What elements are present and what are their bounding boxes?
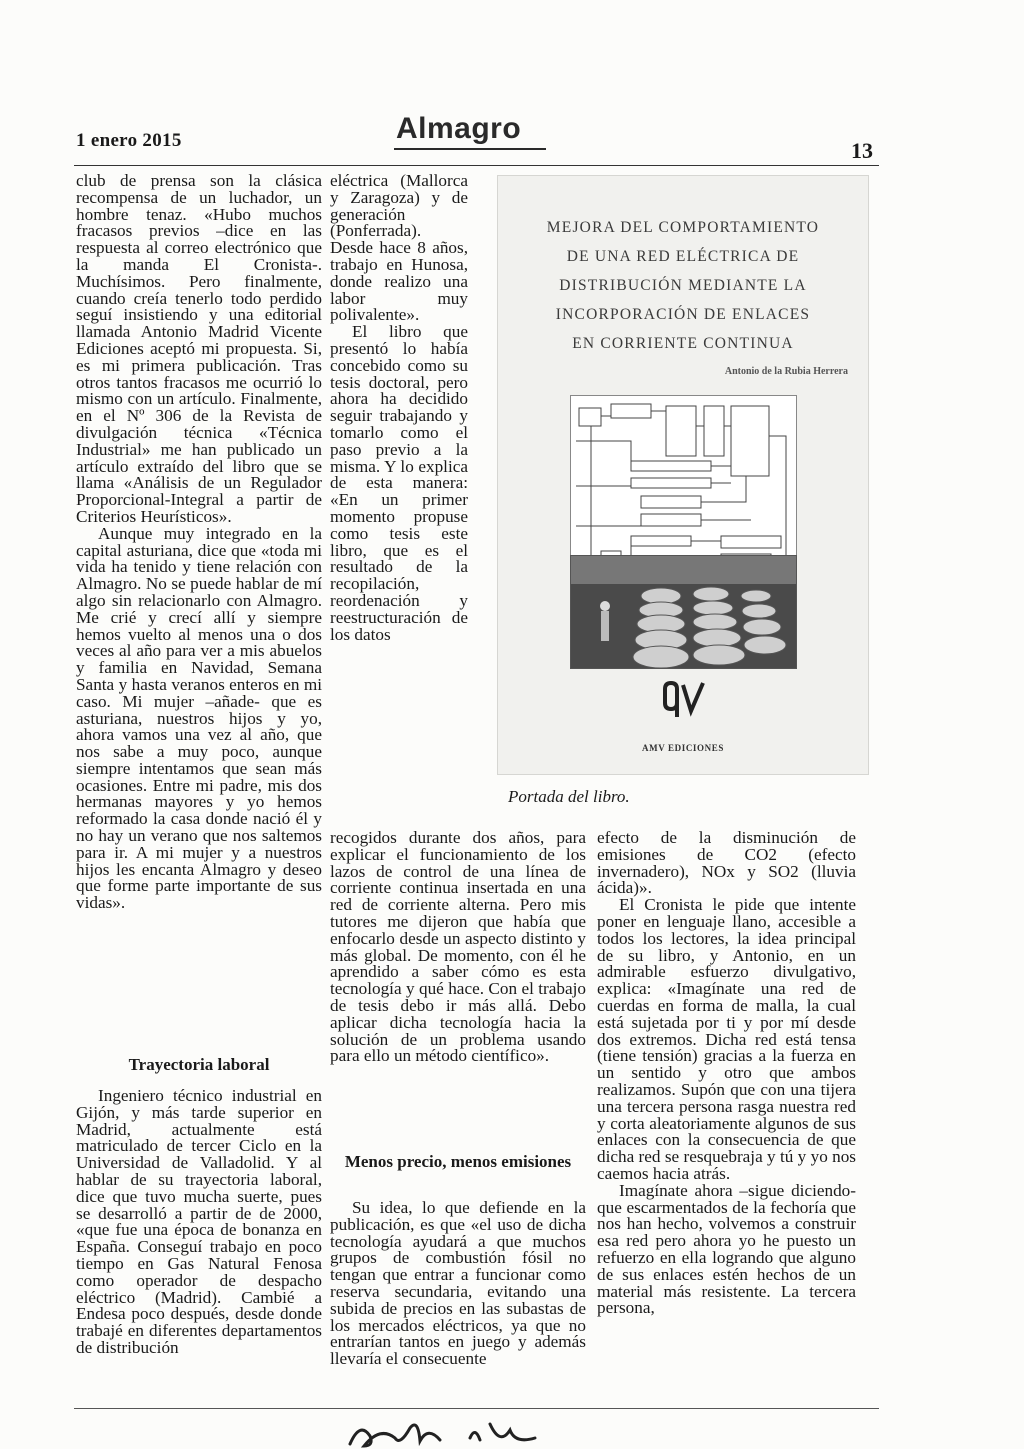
paragraph: Su idea, lo que defiende en la publicación, es que «el uso de dicha tecnología ayudará a que muchos grupos de combustión fósil no tengan que entrar a funcionar como reserva secundaria, evitando una subida de precios en las subastas de los mercados eléctricos, ya que no entrarían tantos en juego y además llevaría el consecuente [330, 1198, 586, 1369]
paragraph: recogidos durante dos años, para explicar el funcionamiento de los lazos de control de una línea de corriente continua insertada en una red de corriente alterna. Pero mis tutores me dijeron que había que enfocarlo desde un aspecto distinto y más global. De momento, con él he aprendido a saber cómo es esta tecnología y qué hace. Con el trabajo de tesis debo ir más allá. Debo aplicar dicha tecnología hacia la solución de un problema usando para ello un método científico». [330, 828, 586, 1066]
book-title-line: EN CORRIENTE CONTINUA [572, 335, 794, 352]
masthead: Almagro [396, 112, 522, 145]
book-title-line: DISTRIBUCIÓN MEDIANTE LA [559, 277, 807, 294]
paragraph: club de prensa son la clásica recompensa de un luchador, un hombre tenaz. «Hubo muchos fracasos previos –dice en las respuesta al correo electrónico que la manda El Cronista-. Muchísimos. Pero finalmente, cuando creía tenerlo todo perdido seguí insistiendo y una editorial llamada Antonio Madrid Vicente Ediciones aceptó mi propuesta. Si, es mi primera publicación. Tras otros tantos fracasos me ocurrió lo mismo con un artículo. Finalmente, en el Nº 306 de la Revista de divulgación técnica «Técnica Industrial» me han publicado un artículo extraído del libro que se llama «Análisis de un Regulador Proporcional-Integral a partir de Criterios Heurísticos». [76, 171, 322, 526]
paragraph: Ingeniero técnico industrial en Gijón, y más tarde superior en Madrid, actualmente está matriculado de tercer Ciclo en la Universidad de Valladolid. Y al hablar de su trayectoria laboral, dice que tuvo mucha suerte, pues se desarrolló a partir de de 2000, «que fue una época de bonanza en España. Conseguí trabajo en poco tiempo en Gas Natural Fenosa como operador de despacho eléctrico (Madrid). Cambié a Endesa poco después, desde donde trabajé en diferentes departamentos de distribución [76, 1086, 322, 1357]
turbine-photo [570, 555, 797, 669]
column-2-lower [330, 830, 586, 1065]
column-3 [597, 830, 856, 1317]
book-author: Antonio de la Rubia Herrera [724, 366, 848, 377]
column-2 [330, 173, 468, 643]
header-divider [74, 165, 879, 166]
issue-date: 1 enero 2015 [76, 130, 182, 151]
book-cover-image [497, 175, 869, 775]
footer-divider [74, 1408, 879, 1409]
column-1 [76, 173, 322, 912]
masthead-underline [394, 148, 546, 150]
column-1-lower [76, 1088, 322, 1357]
paragraph: El Cronista le pide que intente poner en lenguaje llano, accesible a todos los lectores, la idea principal de su libro, y Antonio, en un admirable esfuerzo divulgativo, explica: «Imagínate una red de cuerdas en forma de malla, la cual está sujetada por ti y por mí desde dos extremos. Dicha red está tensa (tiene tensión) gracias a la fuerza en un sentido y otro que ambos realizamos. Supón que con una tijera una tercera persona rasga nuestra red y corta aleatoriamente algunos de sus enlaces con la consecuencia de que dicha red se resquebraja y tú y yo nos caemos hacia atrás. [597, 895, 856, 1183]
signature-logo [340, 1416, 540, 1449]
subheading-trayectoria: Trayectoria laboral [128, 1055, 270, 1074]
book-title-line: MEJORA DEL COMPORTAMIENTO [546, 219, 820, 236]
book-title [508, 213, 858, 358]
publisher-logo [661, 681, 705, 721]
paragraph: Aunque muy integrado en la capital asturiana, dice que «toda mi vida ha tenido y tiene relación con Almagro. No se puede hablar de mí algo sin relacionarlo con Almagro. Me crié y crecí allí y siempre hemos vuelto al menos una o dos veces al año para ver a mis abuelos y familia en Navidad, Semana Santa y hasta veranos enteros en mi caso. Mi mujer –añade- que es asturiana, nuestros hijos y yo, ahora vamos una vez al año, que nos sabe a muy poco, aunque siempre intentamos que sean más ocasiones. Entre mi padre, mis dos hermanas mayores y yo hemos reformado la casa donde nació él y no hay un verano que nos saltemos para ir. A mi mujer y a nuestros hijos les encanta Almagro y deseo que forme parte importante de sus vidas». [76, 523, 322, 913]
publisher-name: AMV EDICIONES [642, 743, 724, 753]
image-caption: Portada del libro. [508, 787, 630, 806]
page-number: 13 [851, 138, 873, 163]
paragraph: eléctrica (Mallorca y Zaragoza) y de generación (Ponferrada). Desde hace 8 años, trabajo en Hunosa, donde realizo una labor muy polivalente». [330, 171, 468, 325]
machinery-illustration [571, 556, 796, 668]
paragraph: efecto de la disminución de emisiones de CO2 (efecto invernadero), NOx y SO2 (lluvia ácida)». [597, 828, 856, 898]
paragraph: Imagínate ahora –sigue diciendo- que escarmentados de la fechoría que nos han hecho, volvemos a construir esa red pero ahora yo he puesto un refuerzo en ella logrando que alguno de sus enlaces estén hechos de un material más resistente. La tercera persona, [597, 1180, 856, 1318]
book-title-line: INCORPORACIÓN DE ENLACES [555, 306, 811, 323]
column-2-bottom [330, 1200, 586, 1368]
paragraph: El libro que presentó lo había concebido como su tesis doctoral, pero ahora ha decidido seguir trabajando y tomarlo como el paso previo a la misma. Y lo explica de esta manera: «En un primer momento propuse como tesis este libro, que es el resultado de la recopilación, reordenación y reestructuración de los datos [330, 322, 468, 644]
subheading-menos-precio: Menos precio, menos emisiones [344, 1152, 572, 1171]
book-title-line: DE UNA RED ELÉCTRICA DE [566, 248, 800, 265]
